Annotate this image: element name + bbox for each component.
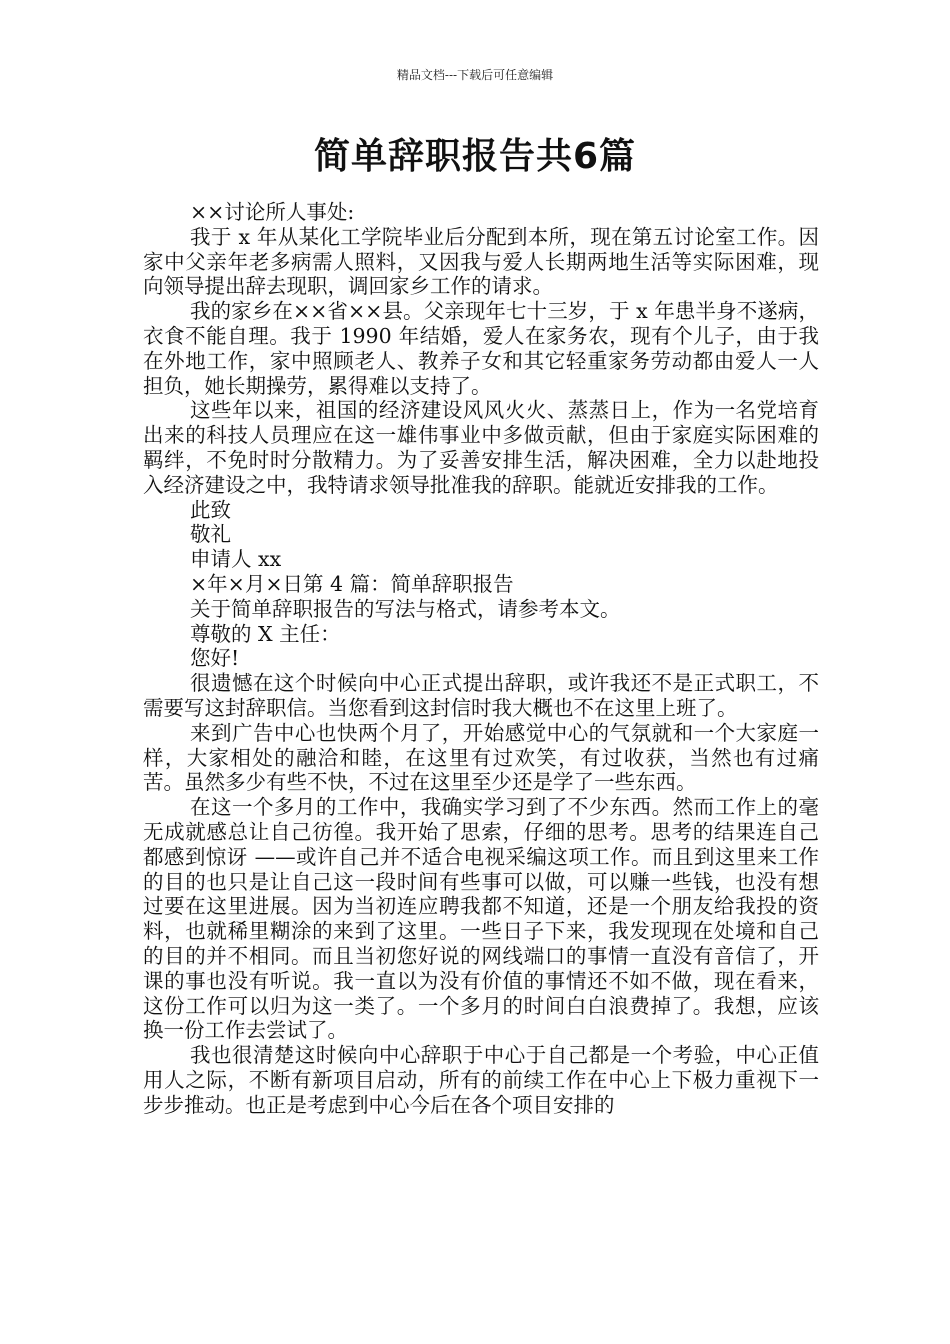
paragraph: 申请人 xx <box>190 547 282 572</box>
paragraph: ××讨论所人事处: <box>190 200 355 224</box>
paragraph: 敬礼 <box>190 522 231 547</box>
document-title: 简单辞职报告共6篇 <box>313 136 637 177</box>
paragraph: 我于 x 年从某化工学院毕业后分配到本所，现在第五讨论室工作。因家中父亲年老多病需人照料，又因我与爱人长期两地生活等实际困难，现向领导提出辞去现职，调回家乡工作的请求。 <box>143 224 819 299</box>
paragraph: 我的家乡在××省××县。父亲现年七十三岁，于 x 年患半身不遂病，衣食不能自理。我于 1990 年结婚，爱人在家务农，现有个儿子，由于我在外地工作，家中照顾老人、教养子女和其它轻重家务劳动都由爱人一人担负，她长期操劳，累得难以支持了。 <box>143 299 819 398</box>
paragraph: ×年×月×日第 4 篇：简单辞职报告 <box>190 571 514 596</box>
paragraph: 很遗憾在这个时候向中心正式提出辞职，或许我还不是正式职工，不需要写这封辞职信。当您看到这封信时我大概也不在这里上班了。 <box>143 671 819 720</box>
document-body <box>143 200 819 1117</box>
paragraph: 您好! <box>190 646 240 671</box>
paragraph: 来到广告中心也快两个月了，开始感觉中心的气氛就和一个大家庭一样，大家相处的融洽和睦，在这里有过欢笑，有过收获，当然也有过痛苦。虽然多少有些不快，不过在这里至少还是学了一些东西。 <box>143 720 819 795</box>
page-header: 精品文档---下载后可任意编辑 <box>396 68 554 82</box>
paragraph: 我也很清楚这时候向中心辞职于中心于自己都是一个考验，中心正值用人之际，不断有新项目启动，所有的前续工作在中心上下极力重视下一步步推动。也正是考虑到中心今后在各个项目安排的 <box>143 1043 819 1117</box>
paragraph: 这些年以来，祖国的经济建设风风火火、蒸蒸日上，作为一名党培育出来的科技人员理应在这一雄伟事业中多做贡献，但由于家庭实际困难的羁绊，不免时时分散精力。为了妥善安排生活，解决困难，全力以赴地投入经济建设之中，我特请求领导批准我的辞职。能就近安排我的工作。 <box>143 398 819 497</box>
paragraph: 在这一个多月的工作中，我确实学习到了不少东西。然而工作上的毫无成就感总让自己彷徨。我开始了思索，仔细的思考。思考的结果连自己都感到惊讶 ——或许自己并不适合电视采编这项工作。而且到这里来工作的目的也只是让自己这一段时间有些事可以做，可以赚一些钱，也没有想过要在这里进展。因为当初连应聘我都不知道，还是一个朋友给我投的资料，也就稀里糊涂的来到了这里。一些日子下来，我发现现在处境和自己的目的并不相同。而且当初您好说的网线端口的事情一直没有音信了，开课的事也没有听说。我一直以为没有价值的事情还不如不做，现在看来，这份工作可以归为这一类了。一个多月的时间白白浪费掉了。我想，应该换一份工作去尝试了。 <box>143 795 819 1043</box>
paragraph: 关于简单辞职报告的写法与格式，请参考本文。 <box>190 596 621 621</box>
paragraph: 尊敬的 X 主任： <box>190 621 341 646</box>
paragraph: 此致 <box>190 497 231 522</box>
